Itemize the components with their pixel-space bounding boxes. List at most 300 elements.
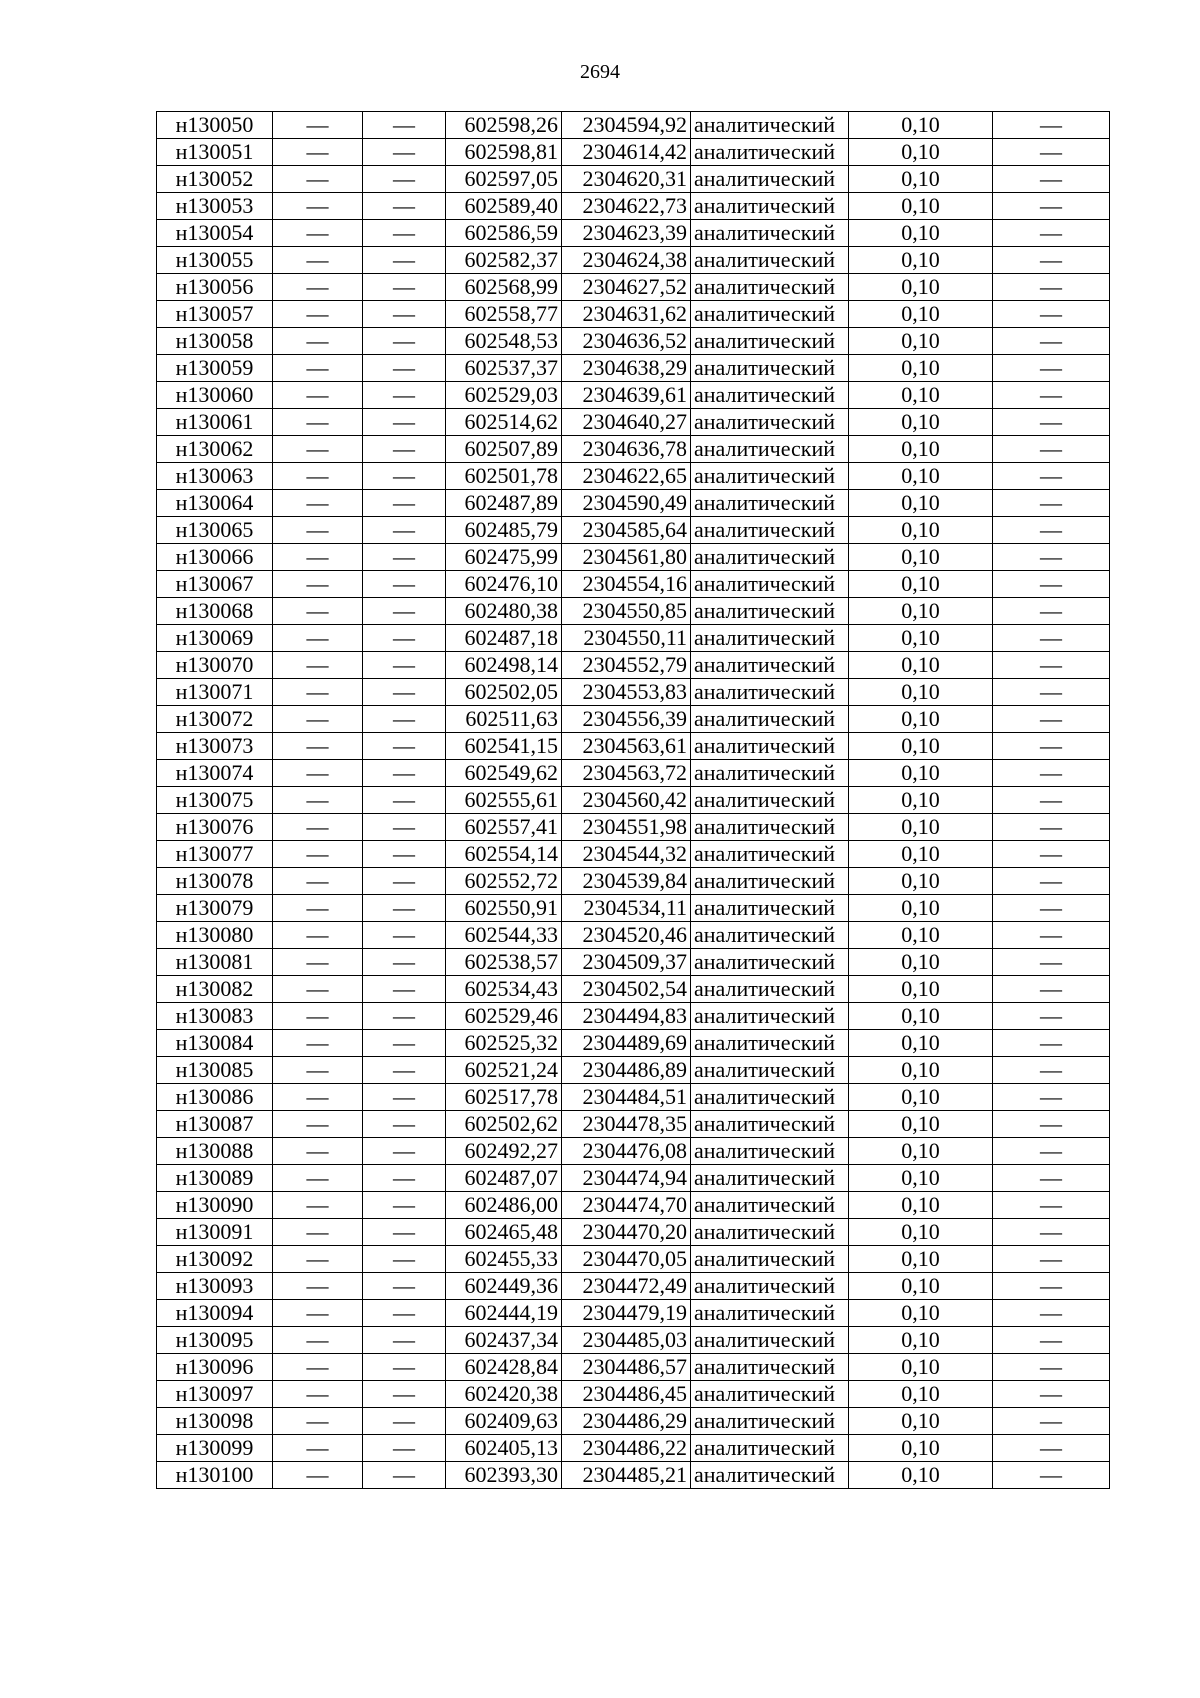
dash-cell: — bbox=[993, 1030, 1110, 1057]
dash-cell: — bbox=[273, 760, 363, 787]
accuracy-cell: 0,10 bbox=[849, 1462, 993, 1489]
dash-cell: — bbox=[993, 517, 1110, 544]
point-name-cell: н130086 bbox=[157, 1084, 273, 1111]
method-cell: аналитический bbox=[691, 868, 849, 895]
y-coordinate-cell: 2304563,61 bbox=[562, 733, 691, 760]
dash-cell: — bbox=[993, 301, 1110, 328]
point-name-cell: н130066 bbox=[157, 544, 273, 571]
accuracy-cell: 0,10 bbox=[849, 1057, 993, 1084]
x-coordinate-cell: 602501,78 bbox=[446, 463, 562, 490]
x-coordinate-cell: 602554,14 bbox=[446, 841, 562, 868]
method-cell: аналитический bbox=[691, 544, 849, 571]
point-name-cell: н130079 bbox=[157, 895, 273, 922]
y-coordinate-cell: 2304636,78 bbox=[562, 436, 691, 463]
dash-cell: — bbox=[993, 193, 1110, 220]
method-cell: аналитический bbox=[691, 1084, 849, 1111]
x-coordinate-cell: 602544,33 bbox=[446, 922, 562, 949]
dash-cell: — bbox=[363, 544, 446, 571]
y-coordinate-cell: 2304622,73 bbox=[562, 193, 691, 220]
x-coordinate-cell: 602538,57 bbox=[446, 949, 562, 976]
dash-cell: — bbox=[363, 517, 446, 544]
method-cell: аналитический bbox=[691, 193, 849, 220]
table-row bbox=[157, 544, 1110, 571]
dash-cell: — bbox=[363, 1354, 446, 1381]
y-coordinate-cell: 2304485,03 bbox=[562, 1327, 691, 1354]
y-coordinate-cell: 2304544,32 bbox=[562, 841, 691, 868]
x-coordinate-cell: 602552,72 bbox=[446, 868, 562, 895]
accuracy-cell: 0,10 bbox=[849, 733, 993, 760]
table-row bbox=[157, 220, 1110, 247]
point-name-cell: н130067 bbox=[157, 571, 273, 598]
x-coordinate-cell: 602487,89 bbox=[446, 490, 562, 517]
x-coordinate-cell: 602449,36 bbox=[446, 1273, 562, 1300]
method-cell: аналитический bbox=[691, 1111, 849, 1138]
y-coordinate-cell: 2304470,20 bbox=[562, 1219, 691, 1246]
dash-cell: — bbox=[993, 1300, 1110, 1327]
dash-cell: — bbox=[993, 1003, 1110, 1030]
accuracy-cell: 0,10 bbox=[849, 436, 993, 463]
dash-cell: — bbox=[363, 760, 446, 787]
table-row bbox=[157, 598, 1110, 625]
point-name-cell: н130097 bbox=[157, 1381, 273, 1408]
page-number: 2694 bbox=[580, 61, 620, 83]
dash-cell: — bbox=[273, 814, 363, 841]
point-name-cell: н130062 bbox=[157, 436, 273, 463]
dash-cell: — bbox=[993, 706, 1110, 733]
x-coordinate-cell: 602589,40 bbox=[446, 193, 562, 220]
dash-cell: — bbox=[363, 274, 446, 301]
y-coordinate-cell: 2304486,29 bbox=[562, 1408, 691, 1435]
y-coordinate-cell: 2304534,11 bbox=[562, 895, 691, 922]
method-cell: аналитический bbox=[691, 1462, 849, 1489]
x-coordinate-cell: 602405,13 bbox=[446, 1435, 562, 1462]
dash-cell: — bbox=[993, 220, 1110, 247]
dash-cell: — bbox=[993, 274, 1110, 301]
x-coordinate-cell: 602492,27 bbox=[446, 1138, 562, 1165]
dash-cell: — bbox=[993, 463, 1110, 490]
dash-cell: — bbox=[993, 1462, 1110, 1489]
y-coordinate-cell: 2304485,21 bbox=[562, 1462, 691, 1489]
x-coordinate-cell: 602568,99 bbox=[446, 274, 562, 301]
method-cell: аналитический bbox=[691, 814, 849, 841]
dash-cell: — bbox=[363, 1273, 446, 1300]
table-row bbox=[157, 247, 1110, 274]
x-coordinate-cell: 602393,30 bbox=[446, 1462, 562, 1489]
dash-cell: — bbox=[363, 976, 446, 1003]
method-cell: аналитический bbox=[691, 652, 849, 679]
dash-cell: — bbox=[363, 1003, 446, 1030]
dash-cell: — bbox=[993, 976, 1110, 1003]
x-coordinate-cell: 602502,62 bbox=[446, 1111, 562, 1138]
dash-cell: — bbox=[273, 652, 363, 679]
dash-cell: — bbox=[273, 139, 363, 166]
point-name-cell: н130083 bbox=[157, 1003, 273, 1030]
point-name-cell: н130052 bbox=[157, 166, 273, 193]
dash-cell: — bbox=[993, 814, 1110, 841]
point-name-cell: н130059 bbox=[157, 355, 273, 382]
accuracy-cell: 0,10 bbox=[849, 868, 993, 895]
y-coordinate-cell: 2304640,27 bbox=[562, 409, 691, 436]
x-coordinate-cell: 602480,38 bbox=[446, 598, 562, 625]
dash-cell: — bbox=[993, 409, 1110, 436]
dash-cell: — bbox=[273, 1462, 363, 1489]
table-row bbox=[157, 787, 1110, 814]
table-row bbox=[157, 895, 1110, 922]
accuracy-cell: 0,10 bbox=[849, 787, 993, 814]
dash-cell: — bbox=[993, 1219, 1110, 1246]
point-name-cell: н130051 bbox=[157, 139, 273, 166]
accuracy-cell: 0,10 bbox=[849, 1138, 993, 1165]
method-cell: аналитический bbox=[691, 1408, 849, 1435]
dash-cell: — bbox=[273, 976, 363, 1003]
table-row bbox=[157, 1219, 1110, 1246]
y-coordinate-cell: 2304478,35 bbox=[562, 1111, 691, 1138]
dash-cell: — bbox=[273, 166, 363, 193]
point-name-cell: н130068 bbox=[157, 598, 273, 625]
table-row bbox=[157, 571, 1110, 598]
dash-cell: — bbox=[363, 1030, 446, 1057]
dash-cell: — bbox=[993, 571, 1110, 598]
point-name-cell: н130070 bbox=[157, 652, 273, 679]
point-name-cell: н130056 bbox=[157, 274, 273, 301]
method-cell: аналитический bbox=[691, 274, 849, 301]
point-name-cell: н130069 bbox=[157, 625, 273, 652]
method-cell: аналитический bbox=[691, 625, 849, 652]
point-name-cell: н130078 bbox=[157, 868, 273, 895]
dash-cell: — bbox=[363, 409, 446, 436]
point-name-cell: н130077 bbox=[157, 841, 273, 868]
method-cell: аналитический bbox=[691, 139, 849, 166]
table-row bbox=[157, 625, 1110, 652]
y-coordinate-cell: 2304620,31 bbox=[562, 166, 691, 193]
point-name-cell: н130065 bbox=[157, 517, 273, 544]
dash-cell: — bbox=[363, 895, 446, 922]
dash-cell: — bbox=[273, 949, 363, 976]
dash-cell: — bbox=[363, 706, 446, 733]
x-coordinate-cell: 602586,59 bbox=[446, 220, 562, 247]
x-coordinate-cell: 602514,62 bbox=[446, 409, 562, 436]
dash-cell: — bbox=[273, 787, 363, 814]
point-name-cell: н130088 bbox=[157, 1138, 273, 1165]
accuracy-cell: 0,10 bbox=[849, 841, 993, 868]
method-cell: аналитический bbox=[691, 301, 849, 328]
dash-cell: — bbox=[273, 1057, 363, 1084]
dash-cell: — bbox=[993, 652, 1110, 679]
table-row bbox=[157, 382, 1110, 409]
dash-cell: — bbox=[993, 1057, 1110, 1084]
dash-cell: — bbox=[273, 1300, 363, 1327]
x-coordinate-cell: 602529,46 bbox=[446, 1003, 562, 1030]
x-coordinate-cell: 602476,10 bbox=[446, 571, 562, 598]
y-coordinate-cell: 2304623,39 bbox=[562, 220, 691, 247]
coordinates-table bbox=[156, 111, 1110, 1489]
table-row bbox=[157, 112, 1110, 139]
x-coordinate-cell: 602549,62 bbox=[446, 760, 562, 787]
dash-cell: — bbox=[363, 949, 446, 976]
dash-cell: — bbox=[993, 1111, 1110, 1138]
x-coordinate-cell: 602529,03 bbox=[446, 382, 562, 409]
table-row bbox=[157, 949, 1110, 976]
dash-cell: — bbox=[273, 1354, 363, 1381]
table-body bbox=[157, 112, 1110, 1489]
dash-cell: — bbox=[363, 1111, 446, 1138]
dash-cell: — bbox=[363, 679, 446, 706]
point-name-cell: н130073 bbox=[157, 733, 273, 760]
dash-cell: — bbox=[273, 1138, 363, 1165]
table-row bbox=[157, 841, 1110, 868]
method-cell: аналитический bbox=[691, 220, 849, 247]
dash-cell: — bbox=[363, 1435, 446, 1462]
point-name-cell: н130061 bbox=[157, 409, 273, 436]
table-row bbox=[157, 814, 1110, 841]
table-row bbox=[157, 1273, 1110, 1300]
accuracy-cell: 0,10 bbox=[849, 922, 993, 949]
dash-cell: — bbox=[993, 1435, 1110, 1462]
dash-cell: — bbox=[993, 355, 1110, 382]
dash-cell: — bbox=[993, 1084, 1110, 1111]
accuracy-cell: 0,10 bbox=[849, 1219, 993, 1246]
dash-cell: — bbox=[273, 274, 363, 301]
dash-cell: — bbox=[273, 1084, 363, 1111]
point-name-cell: н130071 bbox=[157, 679, 273, 706]
table-row bbox=[157, 1003, 1110, 1030]
table-row bbox=[157, 193, 1110, 220]
x-coordinate-cell: 602487,18 bbox=[446, 625, 562, 652]
point-name-cell: н130095 bbox=[157, 1327, 273, 1354]
dash-cell: — bbox=[363, 112, 446, 139]
x-coordinate-cell: 602444,19 bbox=[446, 1300, 562, 1327]
dash-cell: — bbox=[273, 112, 363, 139]
method-cell: аналитический bbox=[691, 409, 849, 436]
method-cell: аналитический bbox=[691, 490, 849, 517]
dash-cell: — bbox=[993, 1354, 1110, 1381]
point-name-cell: н130092 bbox=[157, 1246, 273, 1273]
x-coordinate-cell: 602598,26 bbox=[446, 112, 562, 139]
method-cell: аналитический bbox=[691, 112, 849, 139]
y-coordinate-cell: 2304520,46 bbox=[562, 922, 691, 949]
dash-cell: — bbox=[993, 328, 1110, 355]
dash-cell: — bbox=[273, 517, 363, 544]
y-coordinate-cell: 2304638,29 bbox=[562, 355, 691, 382]
accuracy-cell: 0,10 bbox=[849, 1165, 993, 1192]
method-cell: аналитический bbox=[691, 463, 849, 490]
dash-cell: — bbox=[363, 1408, 446, 1435]
point-name-cell: н130054 bbox=[157, 220, 273, 247]
dash-cell: — bbox=[363, 193, 446, 220]
table-row bbox=[157, 1246, 1110, 1273]
dash-cell: — bbox=[273, 1435, 363, 1462]
method-cell: аналитический bbox=[691, 733, 849, 760]
y-coordinate-cell: 2304552,79 bbox=[562, 652, 691, 679]
dash-cell: — bbox=[993, 436, 1110, 463]
y-coordinate-cell: 2304550,11 bbox=[562, 625, 691, 652]
dash-cell: — bbox=[993, 139, 1110, 166]
dash-cell: — bbox=[273, 1030, 363, 1057]
dash-cell: — bbox=[273, 1111, 363, 1138]
point-name-cell: н130055 bbox=[157, 247, 273, 274]
dash-cell: — bbox=[273, 1003, 363, 1030]
y-coordinate-cell: 2304489,69 bbox=[562, 1030, 691, 1057]
dash-cell: — bbox=[993, 382, 1110, 409]
y-coordinate-cell: 2304539,84 bbox=[562, 868, 691, 895]
table-row bbox=[157, 1327, 1110, 1354]
accuracy-cell: 0,10 bbox=[849, 139, 993, 166]
dash-cell: — bbox=[273, 625, 363, 652]
x-coordinate-cell: 602487,07 bbox=[446, 1165, 562, 1192]
dash-cell: — bbox=[363, 328, 446, 355]
table-row bbox=[157, 274, 1110, 301]
method-cell: аналитический bbox=[691, 1435, 849, 1462]
method-cell: аналитический bbox=[691, 571, 849, 598]
dash-cell: — bbox=[273, 301, 363, 328]
dash-cell: — bbox=[273, 436, 363, 463]
y-coordinate-cell: 2304594,92 bbox=[562, 112, 691, 139]
accuracy-cell: 0,10 bbox=[849, 193, 993, 220]
dash-cell: — bbox=[273, 1408, 363, 1435]
accuracy-cell: 0,10 bbox=[849, 328, 993, 355]
x-coordinate-cell: 602409,63 bbox=[446, 1408, 562, 1435]
dash-cell: — bbox=[273, 571, 363, 598]
point-name-cell: н130060 bbox=[157, 382, 273, 409]
dash-cell: — bbox=[363, 166, 446, 193]
dash-cell: — bbox=[273, 1192, 363, 1219]
y-coordinate-cell: 2304631,62 bbox=[562, 301, 691, 328]
point-name-cell: н130082 bbox=[157, 976, 273, 1003]
dash-cell: — bbox=[273, 1246, 363, 1273]
table-row bbox=[157, 1165, 1110, 1192]
accuracy-cell: 0,10 bbox=[849, 1030, 993, 1057]
table-row bbox=[157, 490, 1110, 517]
accuracy-cell: 0,10 bbox=[849, 355, 993, 382]
dash-cell: — bbox=[273, 463, 363, 490]
y-coordinate-cell: 2304585,64 bbox=[562, 517, 691, 544]
dash-cell: — bbox=[363, 355, 446, 382]
dash-cell: — bbox=[363, 1138, 446, 1165]
dash-cell: — bbox=[993, 598, 1110, 625]
y-coordinate-cell: 2304509,37 bbox=[562, 949, 691, 976]
dash-cell: — bbox=[993, 625, 1110, 652]
dash-cell: — bbox=[363, 1192, 446, 1219]
point-name-cell: н130074 bbox=[157, 760, 273, 787]
method-cell: аналитический bbox=[691, 1138, 849, 1165]
accuracy-cell: 0,10 bbox=[849, 1435, 993, 1462]
dash-cell: — bbox=[363, 625, 446, 652]
x-coordinate-cell: 602597,05 bbox=[446, 166, 562, 193]
y-coordinate-cell: 2304474,94 bbox=[562, 1165, 691, 1192]
accuracy-cell: 0,10 bbox=[849, 679, 993, 706]
accuracy-cell: 0,10 bbox=[849, 1273, 993, 1300]
dash-cell: — bbox=[993, 733, 1110, 760]
dash-cell: — bbox=[363, 301, 446, 328]
dash-cell: — bbox=[273, 220, 363, 247]
accuracy-cell: 0,10 bbox=[849, 760, 993, 787]
y-coordinate-cell: 2304590,49 bbox=[562, 490, 691, 517]
dash-cell: — bbox=[363, 1246, 446, 1273]
x-coordinate-cell: 602507,89 bbox=[446, 436, 562, 463]
method-cell: аналитический bbox=[691, 922, 849, 949]
dash-cell: — bbox=[993, 490, 1110, 517]
accuracy-cell: 0,10 bbox=[849, 382, 993, 409]
dash-cell: — bbox=[363, 490, 446, 517]
y-coordinate-cell: 2304627,52 bbox=[562, 274, 691, 301]
accuracy-cell: 0,10 bbox=[849, 463, 993, 490]
dash-cell: — bbox=[363, 571, 446, 598]
method-cell: аналитический bbox=[691, 598, 849, 625]
dash-cell: — bbox=[273, 598, 363, 625]
y-coordinate-cell: 2304474,70 bbox=[562, 1192, 691, 1219]
dash-cell: — bbox=[273, 382, 363, 409]
accuracy-cell: 0,10 bbox=[849, 571, 993, 598]
table-row bbox=[157, 1300, 1110, 1327]
accuracy-cell: 0,10 bbox=[849, 1192, 993, 1219]
accuracy-cell: 0,10 bbox=[849, 814, 993, 841]
accuracy-cell: 0,10 bbox=[849, 409, 993, 436]
y-coordinate-cell: 2304484,51 bbox=[562, 1084, 691, 1111]
x-coordinate-cell: 602486,00 bbox=[446, 1192, 562, 1219]
method-cell: аналитический bbox=[691, 679, 849, 706]
dash-cell: — bbox=[363, 733, 446, 760]
dash-cell: — bbox=[993, 949, 1110, 976]
table-row bbox=[157, 355, 1110, 382]
x-coordinate-cell: 602420,38 bbox=[446, 1381, 562, 1408]
dash-cell: — bbox=[273, 193, 363, 220]
x-coordinate-cell: 602502,05 bbox=[446, 679, 562, 706]
table-row bbox=[157, 733, 1110, 760]
method-cell: аналитический bbox=[691, 436, 849, 463]
y-coordinate-cell: 2304622,65 bbox=[562, 463, 691, 490]
accuracy-cell: 0,10 bbox=[849, 1084, 993, 1111]
dash-cell: — bbox=[993, 1192, 1110, 1219]
method-cell: аналитический bbox=[691, 706, 849, 733]
dash-cell: — bbox=[273, 544, 363, 571]
x-coordinate-cell: 602455,33 bbox=[446, 1246, 562, 1273]
table-row bbox=[157, 976, 1110, 1003]
method-cell: аналитический bbox=[691, 166, 849, 193]
accuracy-cell: 0,10 bbox=[849, 274, 993, 301]
x-coordinate-cell: 602548,53 bbox=[446, 328, 562, 355]
accuracy-cell: 0,10 bbox=[849, 625, 993, 652]
table-row bbox=[157, 1057, 1110, 1084]
dash-cell: — bbox=[993, 544, 1110, 571]
accuracy-cell: 0,10 bbox=[849, 1003, 993, 1030]
y-coordinate-cell: 2304550,85 bbox=[562, 598, 691, 625]
y-coordinate-cell: 2304636,52 bbox=[562, 328, 691, 355]
dash-cell: — bbox=[273, 1381, 363, 1408]
dash-cell: — bbox=[273, 247, 363, 274]
dash-cell: — bbox=[993, 679, 1110, 706]
point-name-cell: н130096 bbox=[157, 1354, 273, 1381]
accuracy-cell: 0,10 bbox=[849, 1327, 993, 1354]
point-name-cell: н130084 bbox=[157, 1030, 273, 1057]
dash-cell: — bbox=[993, 787, 1110, 814]
method-cell: аналитический bbox=[691, 247, 849, 274]
method-cell: аналитический bbox=[691, 1030, 849, 1057]
point-name-cell: н130057 bbox=[157, 301, 273, 328]
dash-cell: — bbox=[363, 841, 446, 868]
accuracy-cell: 0,10 bbox=[849, 1381, 993, 1408]
y-coordinate-cell: 2304486,89 bbox=[562, 1057, 691, 1084]
y-coordinate-cell: 2304553,83 bbox=[562, 679, 691, 706]
dash-cell: — bbox=[993, 1327, 1110, 1354]
table-row bbox=[157, 436, 1110, 463]
accuracy-cell: 0,10 bbox=[849, 976, 993, 1003]
table-row bbox=[157, 1138, 1110, 1165]
table-row bbox=[157, 409, 1110, 436]
point-name-cell: н130089 bbox=[157, 1165, 273, 1192]
x-coordinate-cell: 602537,37 bbox=[446, 355, 562, 382]
accuracy-cell: 0,10 bbox=[849, 1408, 993, 1435]
dash-cell: — bbox=[363, 382, 446, 409]
